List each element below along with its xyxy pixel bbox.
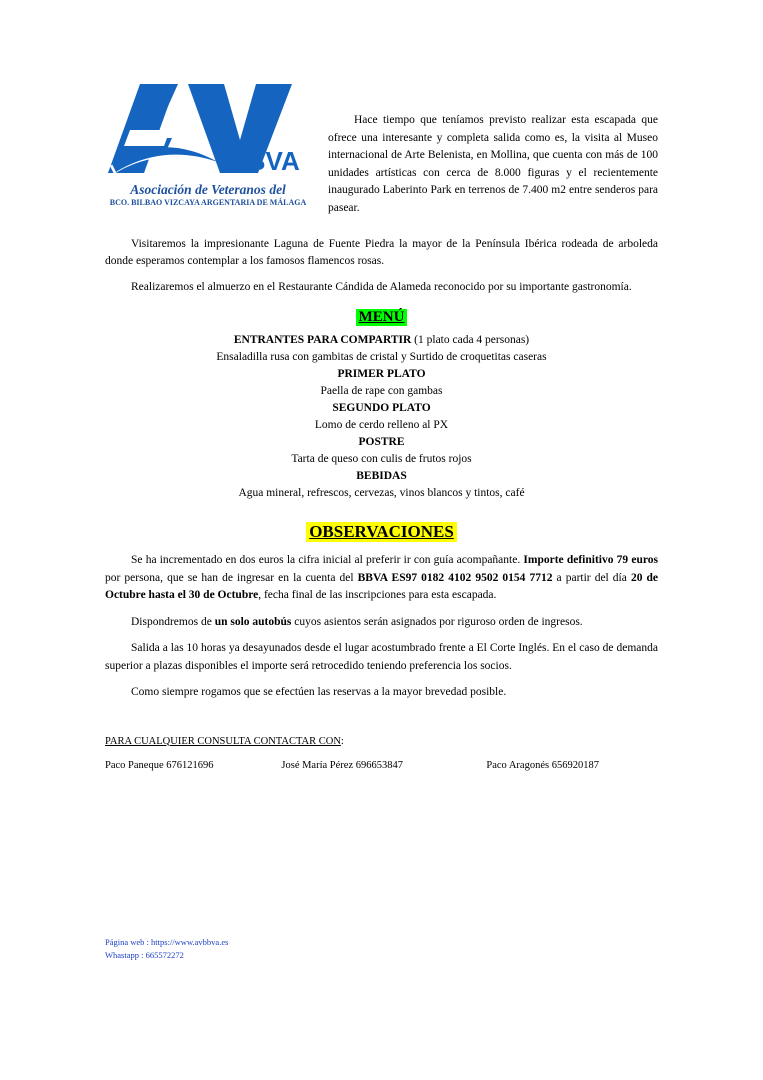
menu-item-0-suffix: (1 plato cada 4 personas)	[411, 334, 530, 346]
menu-heading	[105, 308, 658, 326]
obs-p2-c: cuyos asientos serán asignados por riguroso orden de ingresos.	[291, 615, 583, 628]
menu-item-4-desc: Agua mineral, refrescos, cervezas, vinos blancos y tintos, café	[238, 487, 525, 499]
obs-p1-iban: BBVA ES97 0182 4102 9502 0154 7712	[357, 571, 553, 584]
menu-item-title	[105, 332, 658, 349]
body-paragraph-2: Realizaremos el almuerzo en el Restaurante Cándida de Alameda reconocido por su importante gastronomía.	[131, 281, 632, 293]
contact-2-phone: 656920187	[551, 759, 599, 771]
footer-website-label: Página web :	[105, 937, 152, 947]
menu-item-3-desc: Tarta de queso con culis de frutos rojos	[291, 453, 472, 465]
contact-1-phone: 696653847	[355, 759, 403, 771]
menu-list	[105, 332, 658, 502]
contact-item	[105, 760, 281, 771]
body-paragraph-1: Visitaremos la impresionante Laguna de Fuente Piedra la mayor de la Península Ibérica rodeada de arboleda donde esperamos contemplar a los famosos flamencos rosas.	[105, 238, 658, 267]
contact-item	[486, 760, 658, 771]
intro-paragraph: Hace tiempo que teníamos previsto realizar esta escapada que ofrece una interesante y completa salida como es, la visita al Museo internacional de Arte Belenista, en Mollina, que cuenta con más de 100 unidades artísticas con cerca de 8.000 figuras y el recientemente inaugurado Laberinto Park en terrenos de 7.400 m2 entre senderos para pasear.	[328, 114, 658, 214]
observations-paragraph-3: Salida a las 10 horas ya desayunados desde el lugar acostumbrado frente a El Corte Inglés. En el caso de demanda superior a plazas disponibles el importe será retrocedido teniendo preferencia los socios.	[105, 642, 658, 672]
logo-line-1: Asociación de Veteranos del	[130, 182, 286, 197]
menu-heading-text: MENÚ	[356, 309, 408, 326]
contact-0-phone: 676121696	[166, 759, 214, 771]
observations-heading-text: OBSERVACIONES	[306, 522, 457, 542]
contact-heading	[105, 736, 658, 747]
footer-website-link[interactable]: https://www.avbbva.es	[151, 937, 229, 947]
obs-p1-g: , fecha final de las inscripciones para esta escapada.	[258, 589, 497, 601]
document-body	[105, 236, 658, 771]
observations-block	[105, 552, 658, 702]
contact-list	[105, 760, 658, 771]
contact-item	[281, 760, 486, 771]
footer-website-line	[105, 936, 228, 949]
av-bbva-logo-icon	[100, 78, 315, 183]
menu-item-2-desc: Lomo de cerdo relleno al PX	[314, 419, 449, 431]
menu-item-2-title: SEGUNDO PLATO	[332, 402, 431, 414]
menu-item-1-desc: Paella de rape con gambas	[320, 385, 443, 397]
contact-2-name: Paco Aragonés	[486, 759, 550, 771]
obs-p2-a: Dispondremos de	[131, 615, 215, 628]
menu-item-0-title: ENTRANTES PARA COMPARTIR	[233, 334, 412, 346]
obs-p1-price: Importe definitivo 79 euros	[523, 554, 658, 566]
observations-paragraph-1	[105, 552, 658, 605]
contact-heading-colon: :	[340, 735, 344, 747]
contact-0-name: Paco Paneque	[105, 759, 164, 771]
footer-whatsapp: Whastapp : 665572272	[105, 950, 184, 960]
obs-p1-c: por persona, que se han de ingresar en la cuenta del	[105, 571, 358, 584]
observations-paragraph-2	[105, 614, 658, 632]
menu-item-0-desc: Ensaladilla rusa con gambitas de cristal y Surtido de croquetitas caseras	[216, 351, 547, 363]
footer	[105, 936, 228, 962]
obs-p2-bus: un solo autobús	[214, 615, 292, 628]
menu-item-3-title: POSTRE	[358, 436, 405, 448]
logo-line-2: BCO. BILBAO VIZCAYA ARGENTARIA DE MÁLAGA	[109, 198, 307, 207]
contact-1-name: José María Pérez	[281, 759, 354, 771]
obs-p1-dates: 20 de Octubre hasta el 30 de Octubre	[105, 571, 659, 601]
menu-item-4-title: BEBIDAS	[356, 470, 407, 482]
obs-p1-e: a partir del día	[552, 571, 631, 584]
observations-paragraph-4: Como siempre rogamos que se efectúen las reservas a la mayor brevedad posible.	[131, 686, 507, 698]
svg-text:BBVA: BBVA	[228, 146, 300, 176]
menu-item-1-title: PRIMER PLATO	[337, 368, 426, 380]
association-logo	[100, 78, 315, 218]
contact-heading-text: PARA CUALQUIER CONSULTA CONTACTAR CON	[105, 735, 341, 747]
obs-p1-a: Se ha incrementado en dos euros la cifra inicial al preferir ir con guía acompañante.	[131, 554, 524, 566]
observations-heading	[105, 522, 658, 542]
